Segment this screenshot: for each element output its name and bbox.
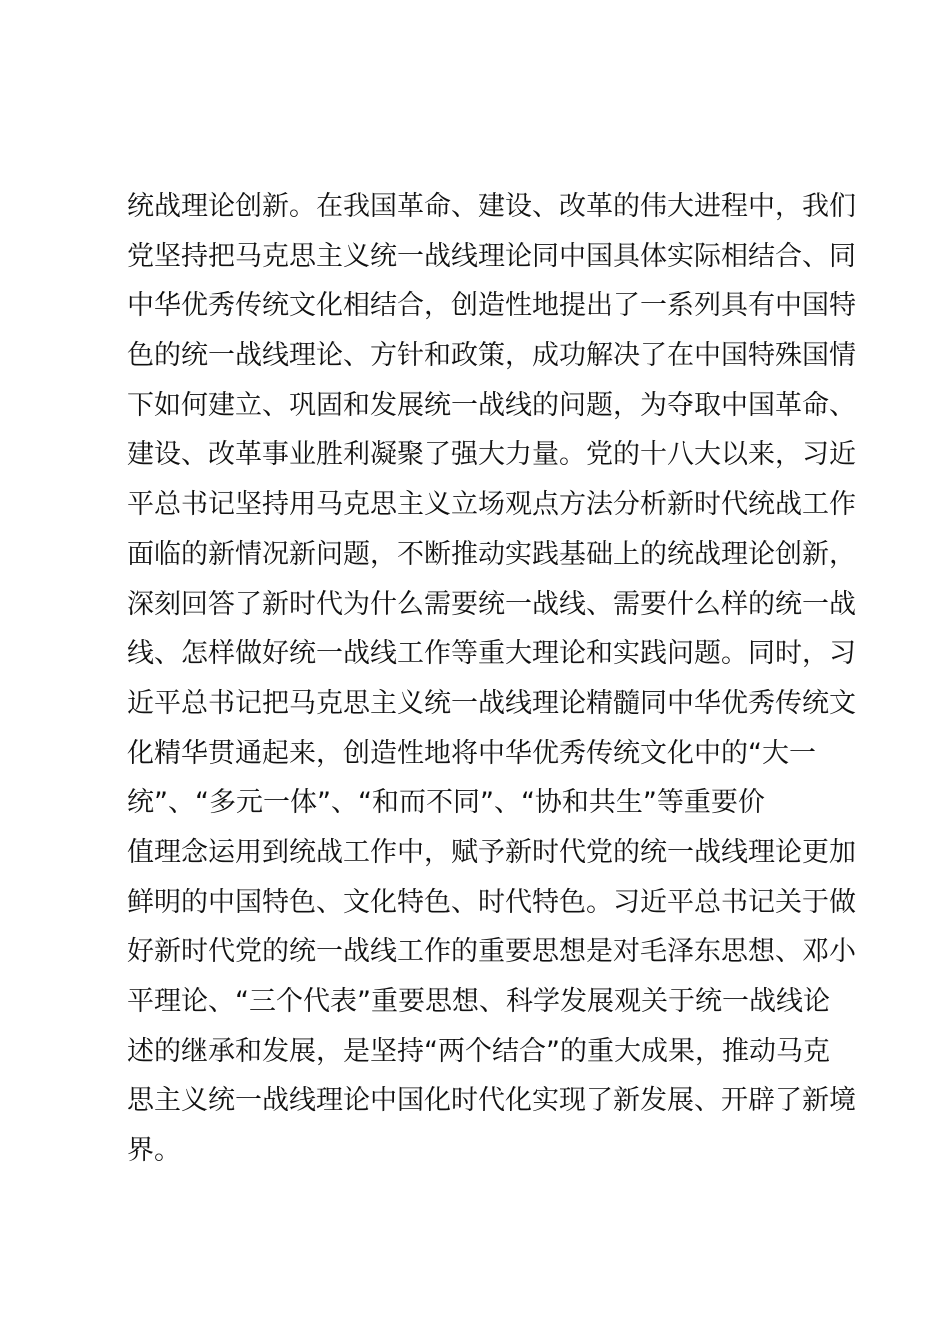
- paragraph-line: 鲜明的中国特色、文化特色、时代特色。习近平总书记关于做: [127, 886, 856, 918]
- paragraph-line: 值理念运用到统战工作中，赋予新时代党的统一战线理论更加: [127, 836, 856, 868]
- paragraph-line: 面临的新情况新问题，不断推动实践基础上的统战理论创新，: [127, 538, 856, 570]
- paragraph-line: 化精华贯通起来，创造性地将中华优秀传统文化中的“大一: [127, 737, 816, 769]
- body-paragraph: [127, 182, 856, 1176]
- paragraph-line: 深刻回答了新时代为什么需要统一战线、需要什么样的统一战: [127, 588, 856, 620]
- paragraph-line: 线、怎样做好统一战线工作等重大理论和实践问题。同时，习: [127, 638, 856, 670]
- paragraph-line: 界。: [127, 1135, 181, 1167]
- paragraph-line: 好新时代党的统一战线工作的重要思想是对毛泽东思想、邓小: [127, 936, 856, 968]
- paragraph-line: 色的统一战线理论、方针和政策，成功解决了在中国特殊国情: [127, 340, 856, 372]
- paragraph-line: 近平总书记把马克思主义统一战线理论精髓同中华优秀传统文: [127, 687, 856, 719]
- paragraph-line: 统战理论创新。在我国革命、建设、改革的伟大进程中，我们: [127, 191, 856, 222]
- paragraph-line: 统”、“多元一体”、“和而不同”、“协和共生”等重要价: [127, 787, 765, 819]
- paragraph-line: 平理论、“三个代表”重要思想、科学发展观关于统一战线论: [127, 986, 830, 1017]
- paragraph-line: 中华优秀传统文化相结合，创造性地提出了一系列具有中国特: [127, 290, 856, 322]
- paragraph-line: 党坚持把马克思主义统一战线理论同中国具体实际相结合、同: [127, 240, 856, 272]
- paragraph-line: 建设、改革事业胜利凝聚了强大力量。党的十八大以来，习近: [127, 439, 856, 471]
- paragraph-line: 平总书记坚持用马克思主义立场观点方法分析新时代统战工作: [127, 489, 856, 521]
- paragraph-line: 述的继承和发展，是坚持“两个结合”的重大成果，推动马克: [127, 1035, 830, 1067]
- paragraph-line: 下如何建立、巩固和发展统一战线的问题，为夺取中国革命、: [127, 389, 856, 421]
- paragraph-line: 思主义统一战线理论中国化时代化实现了新发展、开辟了新境: [127, 1085, 856, 1117]
